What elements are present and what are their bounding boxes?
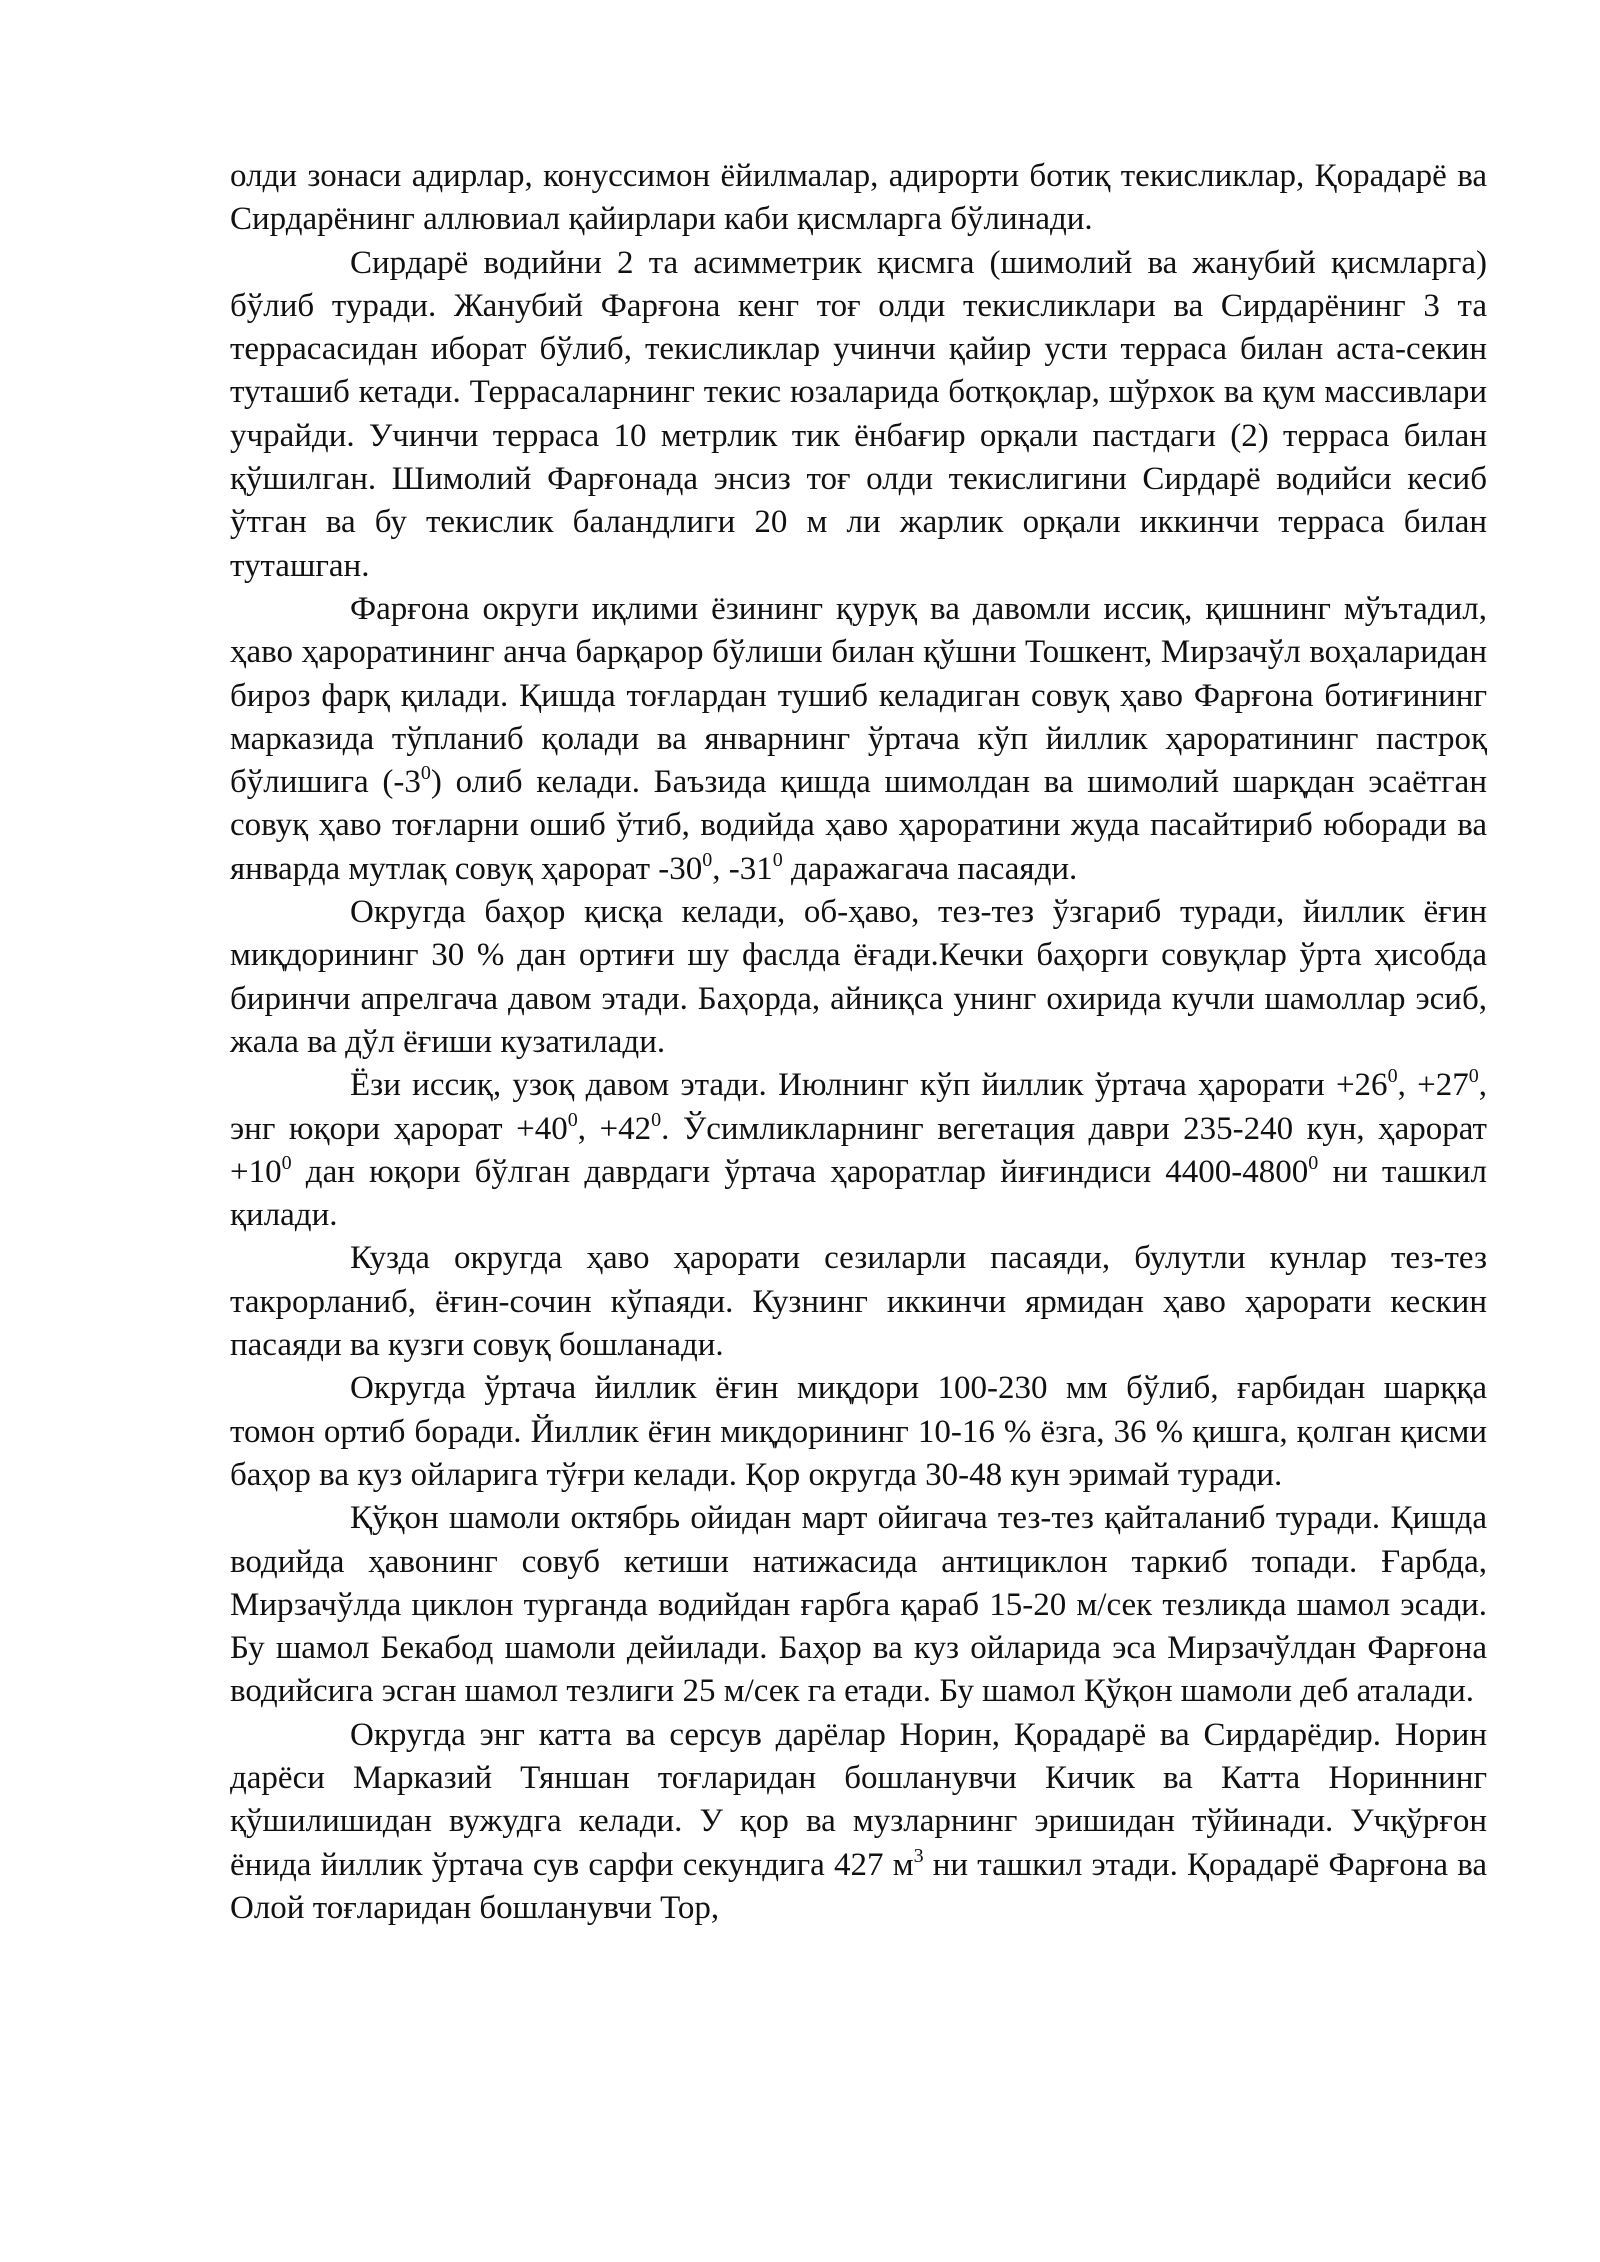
paragraph-6: Кузда округда ҳаво ҳарорати сезиларли пасаяди, булутли кунлар тез-тез такрорланиб, ёғин-сочин кўпаяди. Кузнинг иккинчи ярмидан ҳаво ҳарорати кескин пасаяди ва кузги совуқ бошланади. — [230, 1240, 1487, 1364]
paragraph-1: олди зонаси адирлар, конуссимон ёйилмалар, адирорти ботиқ текисликлар, Қорадарё ва Сирдарёнинг аллювиал қайирлари каби қисмларга бўлинади. — [230, 158, 1487, 238]
superscript: 0 — [1387, 1065, 1398, 1088]
text-run: ) олиб келади. Баъзида қишда шимолдан ва шимолий шарқдан эсаётган совуқ ҳаво тоғларни ошиб ўтиб, водийда ҳаво ҳароратини жуда пасайтириб юборади ва январда мутлақ совуқ ҳарорат -30 — [230, 764, 1487, 887]
superscript: 0 — [772, 848, 783, 871]
text-run: , -31 — [712, 850, 773, 887]
paragraph-9 — [230, 1714, 1487, 1930]
superscript: 3 — [913, 1844, 924, 1867]
superscript: 0 — [651, 1108, 662, 1131]
text-run: Округда энг катта ва серсув дарёлар Норин, Қорадарё ва Сирдарёдир. Норин дарёси Марказий Тяншан тоғларидан бошланувчи Кичик ва Катта Нориннинг қўшилишидан вужудга келади. У қор ва музларнинг эришидан тўйинади. Учқўрғон ёнида йиллик ўртача сув сарфи секундига 427 м — [230, 1716, 1487, 1883]
paragraph-5 — [230, 1064, 1487, 1237]
document-page — [230, 155, 1487, 1930]
superscript: 0 — [281, 1151, 292, 1174]
superscript: 0 — [702, 848, 713, 871]
text-run: , энг юқори ҳарорат +40 — [230, 1067, 1487, 1147]
text-run: даражагача пасаяди. — [782, 850, 1078, 887]
paragraph-8: Қўқон шамоли октябрь ойидан март ойигача тез-тез қайталаниб туради. Қишда водийда ҳавонинг совуб кетиши натижасида антициклон таркиб топади. Ғарбда, Мирзачўлда циклон турганда водийдан ғарбга қараб 15-20 м/сек тезликда шамол эсади. Бу шамол Бекабод шамоли дейилади. Баҳор ва куз ойларида эса Мирзачўлдан Фарғона водийсига эсган шамол тезлиги 25 м/сек га етади. Бу шамол Қўқон шамоли деб аталади. — [230, 1500, 1487, 1710]
superscript: 0 — [1468, 1065, 1479, 1088]
superscript: 0 — [567, 1108, 578, 1131]
paragraph-3 — [230, 588, 1487, 891]
text-run: Фарғона округи иқлими ёзининг қуруқ ва давомли иссиқ, қишнинг мўътадил, ҳаво ҳароратининг анча барқарор бўлиши билан қўшни Тошкент, Мирзачўл воҳаларидан бироз фарқ қилади. Қишда тоғлардан тушиб келадиган совуқ ҳаво Фарғона ботиғининг марказида тўпланиб қолади ва январнинг ўртача кўп йиллик ҳароратининг пастроқ бўлишига (-3 — [230, 590, 1487, 801]
superscript: 0 — [420, 762, 431, 785]
text-run: Ёзи иссиқ, узоқ давом этади. Июлнинг кўп йиллик ўртача ҳарорати +26 — [350, 1067, 1388, 1104]
paragraph-7: Округда ўртача йиллик ёғин миқдори 100-230 мм бўлиб, ғарбидан шарққа томон ортиб боради. Йиллик ёғин миқдорининг 10-16 % ёзга, 36 % қишга, қолган қисми баҳор ва куз ойларига тўғри келади. Қор округда 30-48 кун эримай туради. — [230, 1370, 1487, 1493]
text-run: дан юқори бўлган даврдаги ўртача ҳароратлар йиғиндиси 4400-4800 — [291, 1153, 1309, 1190]
text-run: ни ташкил этади. Қорадарё Фарғона ва Олой тоғларидан бошланувчи Тор, — [230, 1846, 1487, 1926]
text-run: , +27 — [1397, 1067, 1469, 1104]
text-run: . Ўсимликларнинг вегетация даври 235-240 кун, ҳарорат +10 — [230, 1110, 1487, 1190]
text-run: ни ташкил қилади. — [230, 1153, 1488, 1234]
paragraph-2: Сирдарё водийни 2 та асимметрик қисмга (шимолий ва жанубий қисмларга) бўлиб туради. Жанубий Фарғона кенг тоғ олди текисликлари ва Сирдарёнинг 3 та террасасидан иборат бўлиб, текисликлар учинчи қайир усти терраса билан аста-секин туташиб кетади. Террасаларнинг текис юзаларида ботқоқлар, шўрхок ва қум массивлари учрайди. Учинчи терраса 10 метрлик тик ёнбағир орқали пастдаги (2) терраса билан қўшилган. Шимолий Фарғонада энсиз тоғ олди текислигини Сирдарё водийси кесиб ўтган ва бу текислик баландлиги 20 м ли жарлик орқали иккинчи терраса билан туташган. — [230, 244, 1487, 584]
text-run: , +42 — [577, 1110, 652, 1147]
paragraph-4: Округда баҳор қисқа келади, об-ҳаво, тез-тез ўзгариб туради, йиллик ёғин миқдорининг 30 % дан ортиғи шу фаслда ёғади.Кечки баҳорги совуқлар ўрта ҳисобда биринчи апрелгача давом этади. Баҳорда, айниқса унинг охирида кучли шамоллар эсиб, жала ва дўл ёғиши кузатилади. — [230, 894, 1487, 1060]
superscript: 0 — [1308, 1151, 1319, 1174]
